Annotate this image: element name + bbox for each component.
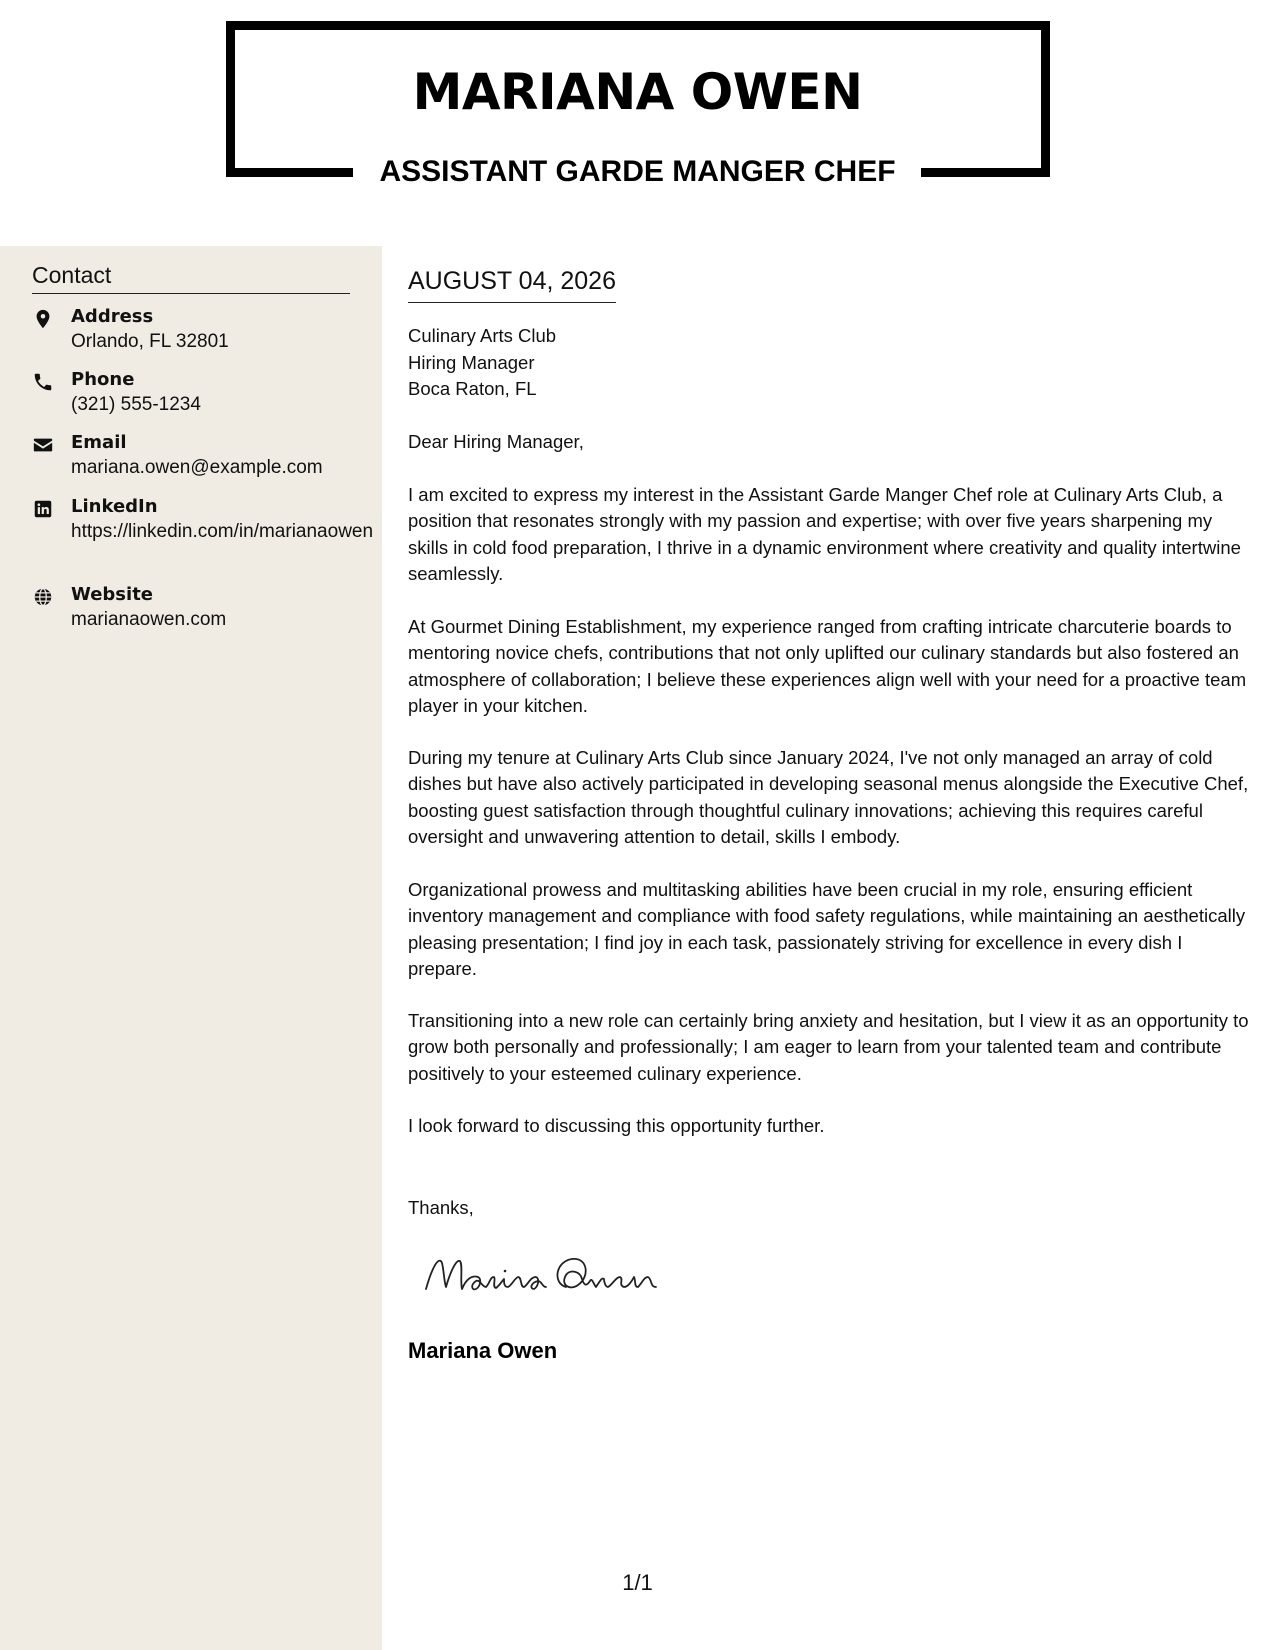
recipient-company: Culinary Arts Club: [408, 325, 557, 346]
contact-value: (321) 555-1234: [71, 394, 201, 415]
handwritten-signature: [420, 1249, 680, 1299]
paragraph: I look forward to discussing this opportunity further.: [408, 1115, 825, 1136]
contact-label: Email: [71, 432, 127, 453]
signed-name: Mariana Owen: [408, 1338, 558, 1363]
globe-icon: [32, 586, 54, 608]
header-frame-top: [226, 21, 1050, 30]
contact-label: Website: [71, 584, 154, 605]
contact-value: Orlando, FL 32801: [71, 331, 229, 352]
paragraph: During my tenure at Culinary Arts Club since January 2024, I've not only managed an array of cold dishes but have also actively participated in developing seasonal menus alongside the Executive Chef, boosting guest satisfaction through thoughtful culinary innovations; achieving this requires careful oversight and unwavering attention to detail, skills I embody.: [408, 747, 1249, 848]
email-icon: [32, 434, 54, 456]
location-pin-icon: [32, 308, 54, 330]
recipient-location: Boca Raton, FL: [408, 378, 537, 399]
contact-sidebar: [0, 246, 382, 1650]
job-title: ASSISTANT GARDE MANGER CHEF: [379, 155, 896, 188]
contact-value: mariana.owen@example.com: [71, 457, 323, 478]
linkedin-icon: [32, 498, 54, 520]
recipient-block: [408, 323, 1253, 403]
letter-date: AUGUST 04, 2026: [408, 264, 616, 303]
contact-label: LinkedIn: [71, 496, 158, 517]
salutation: Dear Hiring Manager,: [408, 431, 584, 452]
signature-svg: [420, 1249, 680, 1299]
closing: Thanks,: [408, 1197, 474, 1218]
contact-label: Phone: [71, 369, 135, 390]
page-number: 1/1: [622, 1570, 653, 1595]
contact-heading: Contact: [32, 260, 350, 294]
recipient-title: Hiring Manager: [408, 351, 535, 373]
paragraph: I am excited to express my interest in the Assistant Garde Manger Chef role at Culinary Arts Club, a position that resonates strongly with my passion and expertise; with over five years sharpening my skills in cold food preparation, I thrive in a dynamic environment where creativity and quality intertwine seamlessly.: [408, 484, 1241, 585]
phone-icon: [32, 371, 54, 393]
contact-value[interactable]: marianaowen.com: [71, 609, 227, 630]
header: [0, 0, 1275, 246]
paragraph: At Gourmet Dining Establishment, my experience ranged from crafting intricate charcuterie boards to mentoring novice chefs, contributions that not only uplifted our culinary standards but also fostered an atmosphere of collaboration; I believe these experiences align well with your need for a proactive team player in your kitchen.: [408, 616, 1247, 717]
contact-label: Address: [71, 306, 154, 327]
contact-value[interactable]: https://linkedin.com/in/marianaowen: [71, 521, 374, 542]
paragraph: Transitioning into a new role can certainly bring anxiety and hesitation, but I view it as an opportunity to grow both personally and professionally; I am eager to learn from your talented team and contribute positively to your esteemed culinary experience.: [408, 1010, 1249, 1084]
paragraph: Organizational prowess and multitasking abilities have been crucial in my role, ensuring efficient inventory management and compliance with food safety regulations, while maintaining an aesthetically pleasing presentation; I find joy in each task, passionately striving for excellence in every dish I prepare.: [408, 879, 1246, 980]
applicant-name: MARIANA OWEN: [412, 63, 863, 121]
